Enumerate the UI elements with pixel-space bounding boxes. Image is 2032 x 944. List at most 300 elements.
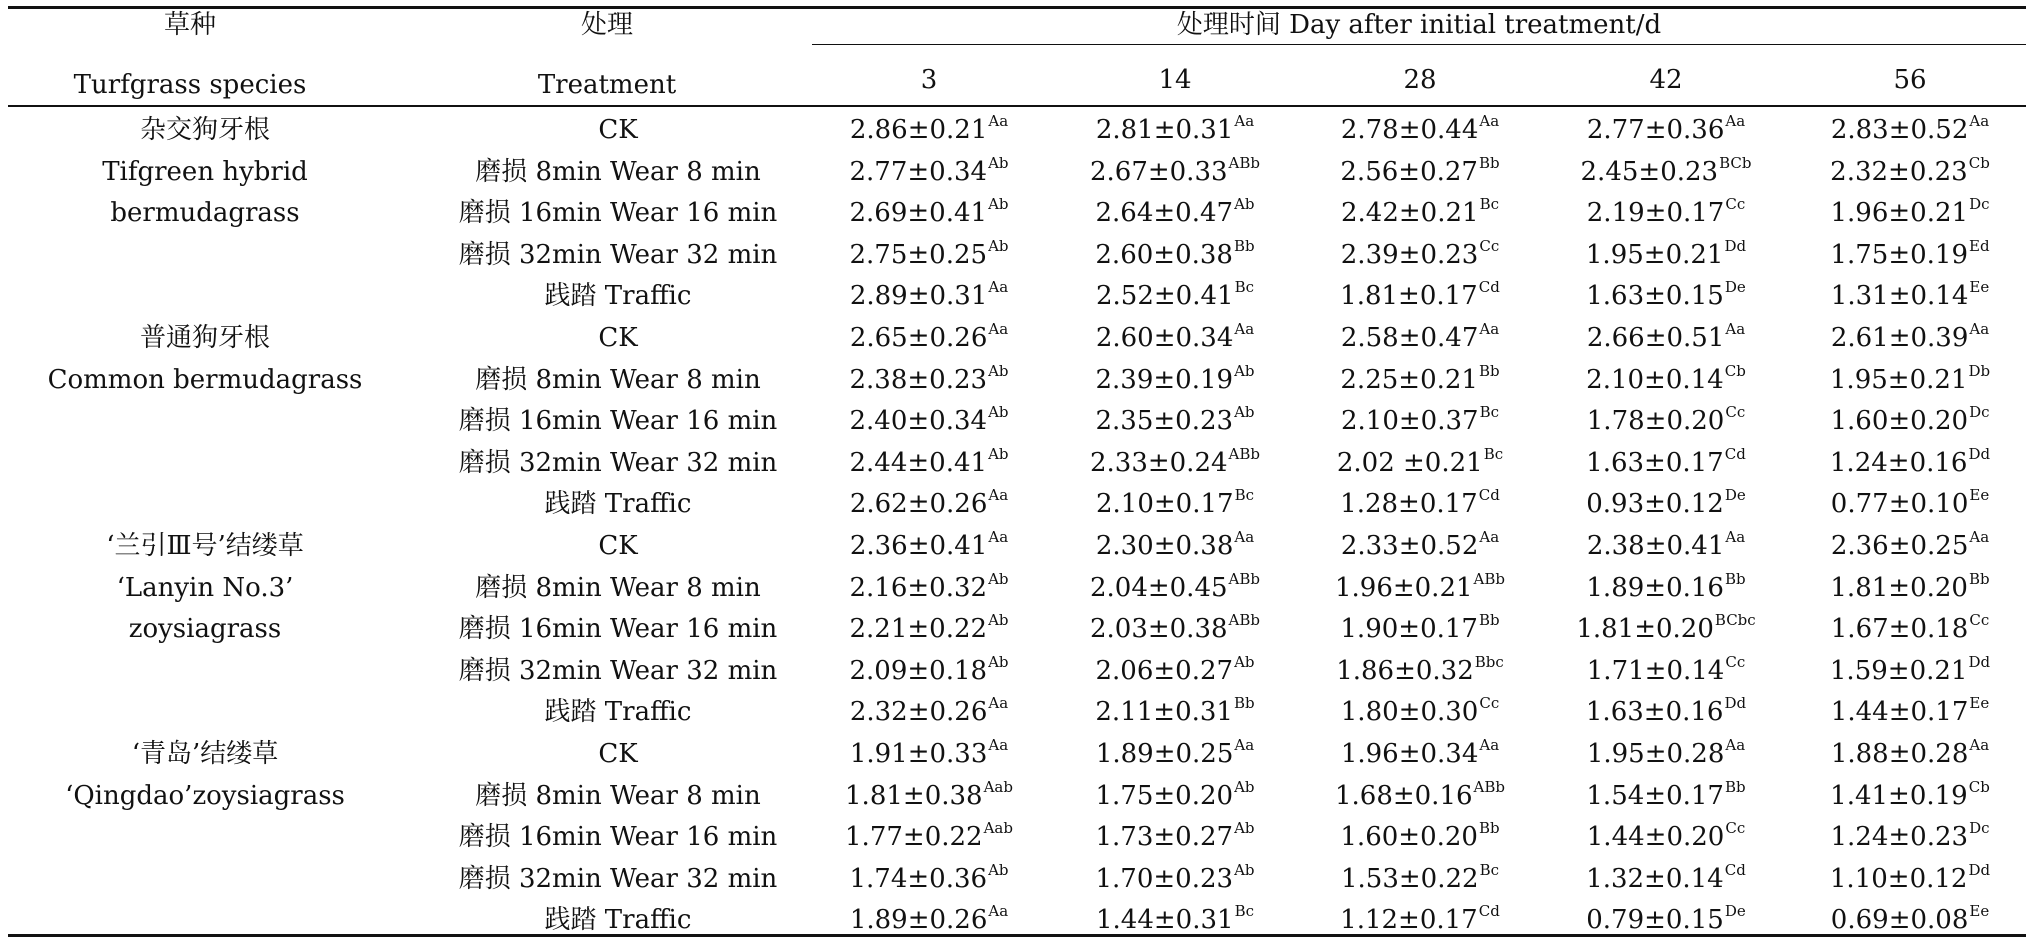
value-cell (809, 862, 1049, 899)
mean-se-value: 1.75±0.20 (1095, 780, 1234, 811)
mean-se-value: 2.33±0.52 (1340, 531, 1479, 561)
significance-letters: Aa (1969, 112, 1990, 130)
significance-letters: Ab (988, 153, 1009, 172)
value-cell (1055, 612, 1295, 649)
value-cell (1790, 404, 2030, 441)
value-cell (809, 820, 1049, 857)
value-cell (1300, 446, 1540, 483)
significance-letters: Bb (1478, 361, 1500, 380)
mean-se-value: 2.39±0.23 (1340, 239, 1479, 270)
mean-se-value: 2.60±0.34 (1095, 323, 1234, 353)
mean-se-value: 2.78±0.44 (1340, 115, 1479, 145)
treatment-cell: CK (598, 323, 638, 353)
value-cell (809, 779, 1049, 816)
significance-letters: Dd (1724, 236, 1747, 255)
mean-se-value: 2.40±0.34 (849, 406, 988, 437)
mean-se-value: 1.24±0.23 (1830, 822, 1969, 853)
significance-letters: Cc (1725, 819, 1746, 838)
value-cell (1055, 779, 1295, 816)
value-cell (1546, 196, 1786, 233)
value-cell (1546, 155, 1786, 192)
mean-se-value: 1.96±0.21 (1830, 198, 1969, 229)
mean-se-value: 1.44±0.31 (1095, 905, 1234, 936)
mean-se-value: 2.65±0.26 (849, 323, 988, 353)
treatment-cell: 磨损 16min Wear 16 min (458, 198, 778, 229)
value-cell (1546, 695, 1786, 732)
significance-letters: Aa (988, 528, 1009, 546)
significance-letters: Dd (1724, 694, 1747, 713)
mean-se-value: 2.10±0.14 (1586, 364, 1724, 395)
significance-letters: Bb (1478, 819, 1500, 838)
value-cell (1790, 487, 2030, 524)
mean-se-value: 1.78±0.20 (1586, 406, 1725, 437)
value-cell (1790, 612, 2030, 649)
value-cell (1790, 321, 2030, 358)
mean-se-value: 2.19±0.17 (1586, 198, 1725, 229)
value-cell (1790, 155, 2030, 192)
value-cell (1300, 903, 1540, 940)
mean-se-value: 1.90±0.17 (1340, 614, 1478, 645)
mean-se-value: 2.42±0.21 (1340, 198, 1479, 229)
mean-se-value: 2.89±0.31 (849, 281, 988, 312)
value-cell (1546, 487, 1786, 524)
value-cell (1546, 446, 1786, 483)
mean-se-value: 2.58±0.47 (1340, 323, 1479, 353)
significance-letters: Ab (1234, 403, 1255, 422)
value-cell (1546, 571, 1786, 608)
mean-se-value: 1.32±0.14 (1586, 863, 1724, 894)
mean-se-value: 2.04±0.45 (1089, 572, 1228, 603)
value-cell (1055, 446, 1295, 483)
header-mid-rule (812, 44, 2026, 45)
header-day-14: 14 (1158, 65, 1192, 95)
significance-letters: Bb (1233, 236, 1255, 255)
significance-letters: Bb (1233, 694, 1255, 713)
mean-se-value: 2.33±0.24 (1089, 447, 1228, 478)
value-cell (1546, 862, 1786, 899)
header-species-zh: 草种 (163, 10, 216, 40)
value-cell (1055, 862, 1295, 899)
mean-se-value: 2.09±0.18 (849, 655, 988, 686)
mean-se-value: 1.70±0.23 (1095, 863, 1234, 894)
mean-se-value: 1.96±0.34 (1340, 739, 1479, 769)
significance-letters: Ab (988, 652, 1009, 671)
significance-letters: Bc (1479, 403, 1499, 422)
significance-letters: Bc (1234, 902, 1254, 921)
value-cell (1790, 737, 2030, 774)
significance-letters: Cd (1724, 860, 1746, 879)
significance-letters: Cb (1724, 361, 1746, 380)
value-cell (1790, 196, 2030, 233)
mean-se-value: 1.31±0.14 (1830, 281, 1969, 312)
significance-letters: Ab (988, 403, 1009, 422)
value-cell (1300, 779, 1540, 816)
mean-se-value: 1.59±0.21 (1829, 655, 1968, 686)
value-cell (1790, 654, 2030, 691)
mean-se-value: 2.61±0.39 (1830, 323, 1969, 353)
value-cell (1055, 155, 1295, 192)
mean-se-value: 2.35±0.23 (1095, 406, 1234, 437)
significance-letters: Ab (1234, 777, 1255, 796)
mean-se-value: 1.10±0.12 (1829, 863, 1968, 894)
significance-letters: Ab (988, 611, 1009, 630)
mean-se-value: 1.74±0.36 (849, 863, 988, 894)
significance-letters: Bc (1234, 486, 1254, 505)
significance-letters: Aa (1725, 736, 1746, 754)
mean-se-value: 1.75±0.19 (1830, 239, 1968, 270)
value-cell (1546, 238, 1786, 275)
value-cell (1790, 820, 2030, 857)
treatment-cell: 磨损 8min Wear 8 min (475, 780, 761, 811)
treatment-cell: CK (598, 531, 638, 561)
value-cell (1055, 695, 1295, 732)
mean-se-value: 2.02 ±0.21 (1336, 447, 1483, 478)
mean-se-value: 1.63±0.17 (1586, 447, 1724, 478)
value-cell (809, 612, 1049, 649)
value-cell (1546, 363, 1786, 400)
mean-se-value: 1.95±0.28 (1586, 739, 1725, 769)
mean-se-value: 2.03±0.38 (1089, 614, 1228, 645)
mean-se-value: 1.67±0.18 (1830, 614, 1969, 645)
value-cell (1790, 238, 2030, 275)
value-cell (1790, 363, 2030, 400)
species-name-line: bermudagrass (110, 198, 300, 229)
value-cell (1300, 238, 1540, 275)
value-cell (1300, 321, 1540, 358)
value-cell (1300, 279, 1540, 316)
significance-letters: Ab (988, 361, 1009, 380)
significance-letters: Dc (1969, 819, 1990, 838)
significance-letters: Ab (988, 195, 1009, 214)
mean-se-value: 2.16±0.32 (849, 572, 988, 603)
significance-letters: Aa (988, 486, 1009, 505)
header-day-42: 42 (1649, 65, 1683, 95)
treatment-cell: 磨损 16min Wear 16 min (458, 822, 778, 853)
mean-se-value: 2.36±0.25 (1830, 531, 1969, 561)
value-cell (1300, 862, 1540, 899)
significance-letters: BCbc (1714, 611, 1756, 630)
significance-letters: Cd (1724, 444, 1746, 463)
significance-letters: Ab (988, 569, 1009, 588)
mean-se-value: 1.44±0.17 (1830, 697, 1969, 728)
mean-se-value: 2.45±0.23 (1580, 156, 1719, 187)
mean-se-value: 2.44±0.41 (849, 447, 988, 478)
mean-se-value: 1.91±0.33 (849, 739, 988, 769)
significance-letters: Ed (1969, 236, 1990, 255)
significance-letters: Bb (1478, 611, 1500, 630)
value-cell (1055, 529, 1295, 566)
significance-letters: Bb (1478, 153, 1500, 172)
significance-letters: Ab (988, 236, 1009, 255)
treatment-cell: 磨损 32min Wear 32 min (458, 655, 778, 686)
mean-se-value: 2.11±0.31 (1095, 697, 1233, 728)
value-cell (809, 238, 1049, 275)
value-cell (1055, 571, 1295, 608)
mean-se-value: 2.10±0.37 (1340, 406, 1479, 437)
value-cell (1546, 612, 1786, 649)
mean-se-value: 1.60±0.20 (1340, 822, 1478, 853)
significance-letters: Ab (1234, 860, 1255, 879)
value-cell (1790, 862, 2030, 899)
value-cell (1055, 737, 1295, 774)
mean-se-value: 2.60±0.38 (1095, 239, 1233, 270)
value-cell (1300, 155, 1540, 192)
value-cell (1055, 238, 1295, 275)
mean-se-value: 1.71±0.14 (1586, 655, 1725, 686)
mean-se-value: 1.81±0.20 (1576, 614, 1714, 645)
value-cell (809, 446, 1049, 483)
value-cell (1300, 612, 1540, 649)
significance-letters: Aa (1969, 736, 1990, 754)
mean-se-value: 2.30±0.38 (1095, 531, 1234, 561)
mean-se-value: 1.68±0.16 (1334, 780, 1473, 811)
significance-letters: ABb (1473, 777, 1506, 796)
mean-se-value: 1.81±0.38 (845, 780, 983, 811)
mean-se-value: 1.12±0.17 (1340, 905, 1478, 936)
value-cell (809, 903, 1049, 940)
value-cell (1055, 903, 1295, 940)
value-cell (809, 363, 1049, 400)
value-cell (1546, 654, 1786, 691)
significance-letters: Bc (1479, 860, 1499, 879)
significance-letters: De (1724, 902, 1746, 921)
mean-se-value: 2.62±0.26 (849, 489, 988, 520)
value-cell (1055, 196, 1295, 233)
value-cell (809, 196, 1049, 233)
mean-se-value: 2.32±0.23 (1830, 156, 1968, 187)
value-cell (809, 737, 1049, 774)
value-cell (1300, 695, 1540, 732)
value-cell (809, 654, 1049, 691)
value-cell (1790, 446, 2030, 483)
value-cell (1055, 321, 1295, 358)
value-cell (1546, 737, 1786, 774)
significance-letters: Ee (1969, 694, 1990, 713)
value-cell (1790, 903, 2030, 940)
mean-se-value: 2.83±0.52 (1830, 115, 1969, 145)
mean-se-value: 1.63±0.15 (1586, 281, 1724, 312)
significance-letters: ABb (1228, 444, 1261, 463)
significance-letters: Aa (1234, 528, 1255, 546)
mean-se-value: 2.32±0.26 (849, 697, 988, 728)
mean-se-value: 2.10±0.17 (1095, 489, 1234, 520)
significance-letters: Aa (988, 278, 1009, 297)
significance-letters: Aa (1725, 320, 1746, 338)
significance-letters: Bb (1968, 569, 1990, 588)
significance-letters: Cb (1968, 153, 1990, 172)
significance-letters: Dc (1969, 195, 1990, 214)
significance-letters: Aa (1479, 528, 1500, 546)
significance-letters: Aa (1479, 736, 1500, 754)
significance-letters: BCb (1719, 153, 1752, 172)
significance-letters: Cd (1478, 902, 1500, 921)
header-species-en: Turfgrass species (73, 70, 307, 100)
significance-letters: Cc (1479, 694, 1500, 713)
mean-se-value: 1.77±0.22 (845, 822, 983, 853)
significance-letters: Aa (1725, 112, 1746, 130)
value-cell (1055, 654, 1295, 691)
value-cell (1300, 529, 1540, 566)
value-cell (809, 155, 1049, 192)
value-cell (1300, 113, 1540, 150)
header-bottom-rule (8, 105, 2026, 107)
treatment-cell: 磨损 16min Wear 16 min (458, 614, 778, 645)
significance-letters: ABb (1228, 569, 1261, 588)
significance-letters: Ab (1234, 819, 1255, 838)
mean-se-value: 2.38±0.41 (1586, 531, 1725, 561)
significance-letters: Bb (1724, 569, 1746, 588)
mean-se-value: 1.60±0.20 (1830, 406, 1969, 437)
significance-letters: ABb (1473, 569, 1506, 588)
significance-letters: Dd (1968, 444, 1991, 463)
value-cell (1300, 571, 1540, 608)
mean-se-value: 2.81±0.31 (1095, 115, 1234, 145)
significance-letters: Dc (1969, 403, 1990, 422)
mean-se-value: 1.86±0.32 (1336, 655, 1474, 686)
significance-letters: Ee (1969, 902, 1990, 921)
treatment-cell: 践踏 Traffic (544, 281, 692, 312)
value-cell (1300, 737, 1540, 774)
significance-letters: Dd (1968, 860, 1991, 879)
value-cell (1300, 820, 1540, 857)
mean-se-value: 1.63±0.16 (1585, 697, 1724, 728)
species-name-line: zoysiagrass (128, 614, 282, 645)
mean-se-value: 1.53±0.22 (1340, 863, 1479, 894)
header-day-3: 3 (920, 65, 938, 95)
significance-letters: ABb (1228, 153, 1261, 172)
value-cell (1790, 571, 2030, 608)
significance-letters: Aa (988, 736, 1009, 754)
value-cell (809, 321, 1049, 358)
treatment-cell: 磨损 8min Wear 8 min (475, 364, 761, 395)
significance-letters: De (1724, 278, 1746, 297)
mean-se-value: 2.69±0.41 (849, 198, 988, 229)
treatment-cell: 践踏 Traffic (544, 489, 692, 520)
mean-se-value: 1.44±0.20 (1586, 822, 1725, 853)
value-cell (1055, 279, 1295, 316)
mean-se-value: 2.21±0.22 (849, 614, 988, 645)
mean-se-value: 2.25±0.21 (1340, 364, 1478, 395)
significance-letters: Ab (1234, 361, 1255, 380)
significance-letters: Cc (1479, 236, 1500, 255)
value-cell (809, 113, 1049, 150)
significance-letters: Aa (1234, 320, 1255, 338)
significance-letters: Cd (1478, 486, 1500, 505)
significance-letters: ABb (1228, 611, 1261, 630)
value-cell (1790, 279, 2030, 316)
value-cell (809, 487, 1049, 524)
significance-letters: Aa (1969, 528, 1990, 546)
significance-letters: Dd (1968, 652, 1991, 671)
value-cell (1546, 529, 1786, 566)
significance-letters: Cd (1478, 278, 1500, 297)
mean-se-value: 2.39±0.19 (1095, 364, 1234, 395)
significance-letters: Ab (988, 444, 1009, 463)
value-cell (1300, 654, 1540, 691)
value-cell (1546, 279, 1786, 316)
significance-letters: Aa (1969, 320, 1990, 338)
species-name-line: ‘青岛’结缕草 (131, 739, 279, 769)
mean-se-value: 1.95±0.21 (1829, 364, 1968, 395)
mean-se-value: 2.06±0.27 (1095, 655, 1234, 686)
mean-se-value: 0.79±0.15 (1586, 905, 1724, 936)
mean-se-value: 2.38±0.23 (849, 364, 988, 395)
mean-se-value: 1.81±0.17 (1340, 281, 1478, 312)
significance-letters: Aa (1234, 736, 1255, 754)
mean-se-value: 1.89±0.25 (1095, 739, 1234, 769)
mean-se-value: 1.89±0.16 (1586, 572, 1724, 603)
significance-letters: Aa (1479, 320, 1500, 338)
mean-se-value: 2.77±0.34 (849, 156, 988, 187)
mean-se-value: 1.73±0.27 (1095, 822, 1234, 853)
significance-letters: Aa (988, 694, 1009, 713)
significance-letters: Bc (1483, 444, 1504, 463)
species-name-line: Common bermudagrass (47, 364, 363, 395)
value-cell (809, 571, 1049, 608)
value-cell (1546, 903, 1786, 940)
value-cell (1300, 487, 1540, 524)
significance-letters: Aa (988, 320, 1009, 338)
significance-letters: Cc (1725, 195, 1746, 214)
treatment-cell: 磨损 32min Wear 32 min (458, 863, 778, 894)
value-cell (1055, 363, 1295, 400)
header-day-56: 56 (1893, 65, 1927, 95)
treatment-cell: CK (598, 115, 638, 145)
header-time-label: 处理时间 Day after initial treatment/d (1176, 10, 1662, 40)
mean-se-value: 2.52±0.41 (1095, 281, 1234, 312)
species-name-line: ‘Lanyin No.3’ (116, 572, 294, 603)
mean-se-value: 0.69±0.08 (1830, 905, 1969, 936)
species-name-line: ‘Qingdao’zoysiagrass (65, 780, 345, 811)
treatment-cell: 磨损 16min Wear 16 min (458, 406, 778, 437)
species-name-line: 普通狗牙根 (139, 323, 270, 353)
header-treatment-zh: 处理 (580, 10, 633, 40)
value-cell (1300, 196, 1540, 233)
value-cell (1055, 404, 1295, 441)
species-name-line: 杂交狗牙根 (139, 115, 270, 145)
treatment-cell: 磨损 8min Wear 8 min (475, 572, 761, 603)
value-cell (1790, 529, 2030, 566)
value-cell (1055, 820, 1295, 857)
significance-letters: Aab (983, 777, 1013, 796)
treatment-cell: 磨损 8min Wear 8 min (475, 156, 761, 187)
mean-se-value: 2.77±0.36 (1586, 115, 1725, 145)
significance-letters: Aab (983, 819, 1013, 838)
significance-letters: Ab (988, 860, 1009, 879)
significance-letters: Cc (1725, 652, 1746, 671)
mean-se-value: 0.93±0.12 (1586, 489, 1724, 520)
header-treatment-en: Treatment (537, 70, 677, 100)
significance-letters: Bc (1234, 278, 1254, 297)
mean-se-value: 2.56±0.27 (1340, 156, 1478, 187)
value-cell (1546, 404, 1786, 441)
value-cell (1300, 363, 1540, 400)
significance-letters: Aa (1234, 112, 1255, 130)
treatment-cell: 践踏 Traffic (544, 697, 692, 728)
mean-se-value: 1.54±0.17 (1586, 780, 1724, 811)
value-cell (1055, 113, 1295, 150)
significance-letters: Ab (1234, 195, 1255, 214)
mean-se-value: 1.81±0.20 (1830, 572, 1968, 603)
mean-se-value: 2.36±0.41 (849, 531, 988, 561)
mean-se-value: 2.86±0.21 (849, 115, 988, 145)
value-cell (1546, 113, 1786, 150)
species-name-line: Tifgreen hybrid (102, 156, 308, 187)
mean-se-value: 1.89±0.26 (849, 905, 988, 936)
mean-se-value: 1.88±0.28 (1830, 739, 1969, 769)
mean-se-value: 1.28±0.17 (1340, 489, 1478, 520)
value-cell (1300, 404, 1540, 441)
